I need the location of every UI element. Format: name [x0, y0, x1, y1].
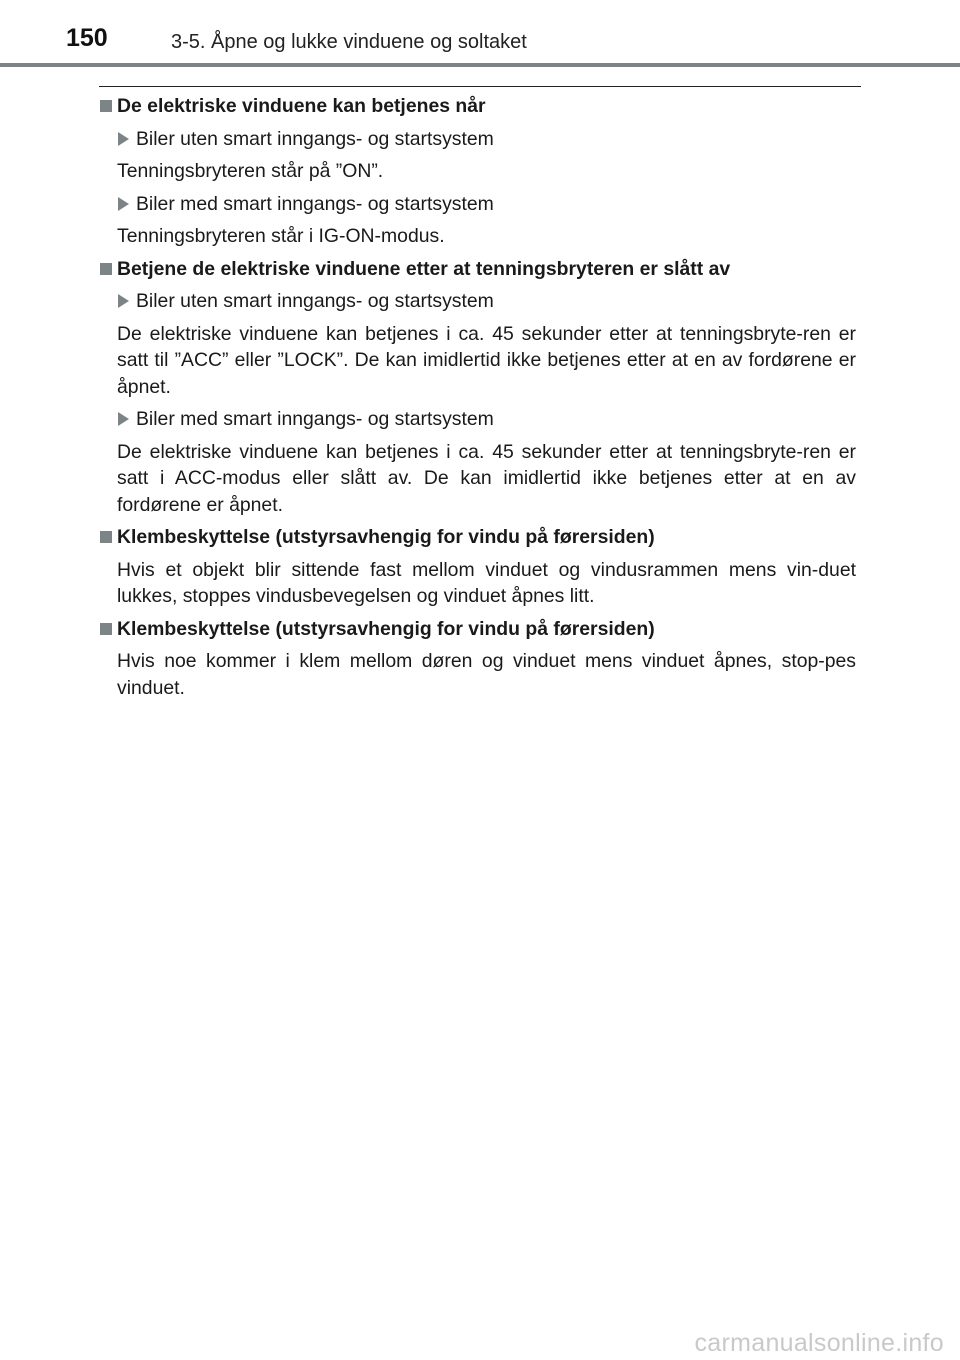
content-top-divider	[99, 86, 861, 87]
body-paragraph: Tenningsbryteren står på ”ON”.	[117, 160, 384, 182]
watermark: carmanualsonline.info	[694, 1329, 944, 1357]
section-operation-after-ignition-off	[99, 256, 856, 519]
page-header	[0, 0, 960, 66]
square-bullet-icon	[100, 263, 112, 275]
item-heading	[99, 126, 856, 153]
section-heading	[99, 616, 856, 643]
square-bullet-icon	[100, 623, 112, 635]
chapter-title: 3-5. Åpne og lukke vinduene og soltaket	[171, 31, 527, 53]
body-paragraph: Hvis et objekt blir sittende fast mellom vinduet og vindusrammen mens vin-duet lukkes, stoppes vindusbevegelsen og vinduet åpnes litt.	[117, 558, 856, 607]
triangle-arrow-icon	[118, 197, 129, 211]
section-heading	[99, 93, 856, 120]
header-divider	[0, 63, 960, 67]
section-heading-text: De elektriske vinduene kan betjenes når	[117, 95, 486, 117]
body-paragraph: De elektriske vinduene kan betjenes i ca. 45 sekunder etter at tenningsbryte-ren er satt i ACC-modus eller slått av. De kan imidlertid ikke betjenes etter at en av fordørene er åpnet.	[117, 440, 856, 516]
body-paragraph: De elektriske vinduene kan betjenes i ca. 45 sekunder etter at tenningsbryte-ren er satt til ”ACC” eller ”LOCK”. De kan imidlertid ikke betjenes etter at en av fordørene er åpnet.	[117, 322, 856, 398]
section-jam-protection-closing	[99, 524, 856, 610]
item-heading-text: Biler uten smart inngangs- og startsystem	[136, 290, 494, 312]
body-paragraph: Hvis noe kommer i klem mellom døren og vinduet mens vinduet åpnes, stop-pes vinduet.	[117, 650, 856, 699]
body-paragraph: Tenningsbryteren står i IG-ON-modus.	[117, 225, 445, 247]
item-heading-text: Biler uten smart inngangs- og startsystem	[136, 127, 494, 150]
triangle-arrow-icon	[118, 294, 129, 308]
item-heading	[99, 191, 856, 218]
section-heading-text: Klembeskyttelse (utstyrsavhengig for vindu på førersiden)	[117, 617, 655, 640]
page-number: 150	[66, 24, 108, 52]
section-jam-protection-opening	[99, 616, 856, 702]
item-heading-text: Biler med smart inngangs- og startsystem	[136, 192, 494, 215]
item-heading-text: Biler med smart inngangs- og startsystem	[136, 408, 494, 430]
triangle-arrow-icon	[118, 412, 129, 426]
section-heading-text: Betjene de elektriske vinduene etter at tenningsbryteren er slått av	[117, 257, 731, 280]
triangle-arrow-icon	[118, 132, 129, 146]
page-content	[99, 93, 856, 707]
item-heading	[99, 406, 856, 433]
section-heading	[99, 256, 856, 283]
item-heading	[99, 288, 856, 315]
section-heading-text: Klembeskyttelse (utstyrsavhengig for vindu på førersiden)	[117, 526, 655, 548]
square-bullet-icon	[100, 531, 112, 543]
section-window-operation-conditions	[99, 93, 856, 250]
square-bullet-icon	[100, 100, 112, 112]
section-heading	[99, 524, 856, 551]
